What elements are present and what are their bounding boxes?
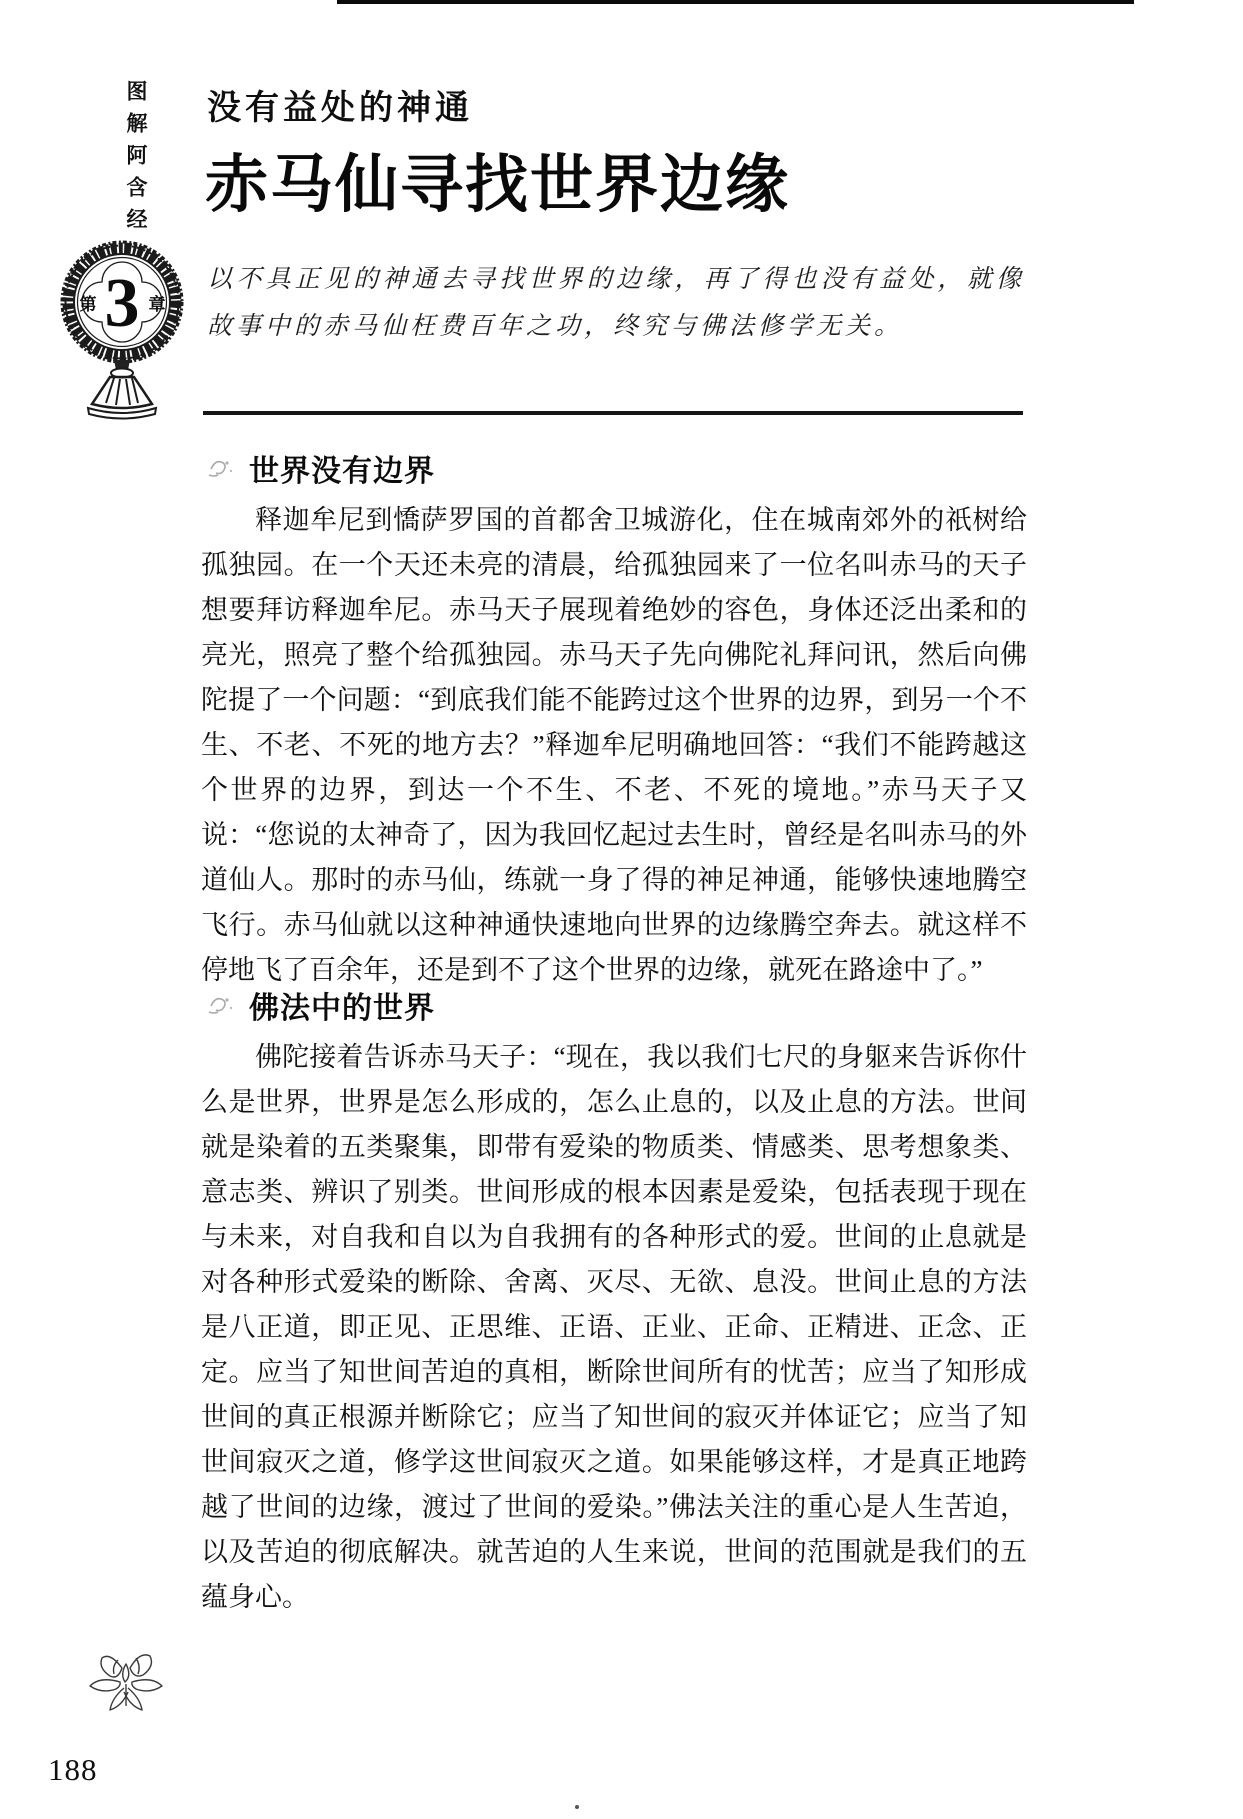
header-divider [203,411,1023,415]
section-kicker-title: 没有益处的神通 [207,90,473,127]
chapter-suffix: 章 [148,295,166,314]
chapter-number: 3 [104,265,140,342]
section-heading-1 [205,446,435,490]
chapter-prefix: 第 [79,295,97,314]
page-title: 赤马仙寻找世界边缘 [205,150,790,220]
section-heading-text: 佛法中的世界 [249,992,435,1025]
book-title-vertical: 图解阿含经 [124,80,148,240]
scan-speck [575,1805,579,1809]
section-heading-text: 世界没有边界 [249,455,435,488]
heading-ornament-icon [205,455,237,481]
top-rule [337,0,1134,4]
section-2-paragraph: 佛陀接着告诉赤马天子：“现在，我以我们七尺的身躯来告诉你什么是世界，世界是怎么形成的，怎么止息的，以及止息的方法。世间就是染着的五类聚集，即带有爱染的物质类、情感类、思考想象类、意志类、辨识了别类。世间形成的根本因素是爱染，包括表现于现在与未来，对自我和自以为自我拥有的各种形式的爱。世间的止息就是对各种形式爱染的断除、舍离、灭尽、无欲、息没。世间止息的方法是八正道，即正见、正思维、正语、正业、正命、正精进、正念、正定。应当了知世间苦迫的真相，断除世间所有的忧苦；应当了知形成世间的真正根源并断除它；应当了知世间的寂灭并体证它；应当了知世间寂灭之道，修学这世间寂灭之道。如果能够这样，才是真正地跨越了世间的边缘，渡过了世间的爱染。”佛法关注的重心是人生苦迫，以及苦迫的彻底解决。就苦迫的人生来说，世间的范围就是我们的五蕴身心。 [201,1042,1027,1612]
page-number: 188 [48,1752,98,1787]
intro-paragraph: 以不具正见的神通去寻找世界的边缘，再了得也没有益处，就像故事中的赤马仙枉费百年之功，终究与佛法修学无关。 [207,266,1025,340]
lotus-flower-icon [80,1638,172,1720]
heading-ornament-icon [205,992,237,1018]
section-1-paragraph: 释迦牟尼到憍萨罗国的首都舍卫城游化，住在城南郊外的祇树给孤独园。在一个天还未亮的清晨，给孤独园来了一位名叫赤马的天子想要拜访释迦牟尼。赤马天子展现着绝妙的容色，身体还泛出柔和的亮光，照亮了整个给孤独园。赤马天子先向佛陀礼拜问讯，然后向佛陀提了一个问题：“到底我们能不能跨过这个世界的边界，到另一个不生、不老、不死的地方去？”释迦牟尼明确地回答：“我们不能跨越这个世界的边界，到达一个不生、不老、不死的境地。”赤马天子又说：“您说的太神奇了，因为我回忆起过去生时，曾经是名叫赤马的外道仙人。那时的赤马仙，练就一身了得的神足神通，能够快速地腾空飞行。赤马仙就以这种神通快速地向世界的边缘腾空奔去。就这样不停地飞了百余年，还是到不了这个世界的边缘，就死在路途中了。” [201,505,1027,985]
chapter-3-medallion-icon [58,212,186,436]
section-heading-2 [205,983,435,1027]
